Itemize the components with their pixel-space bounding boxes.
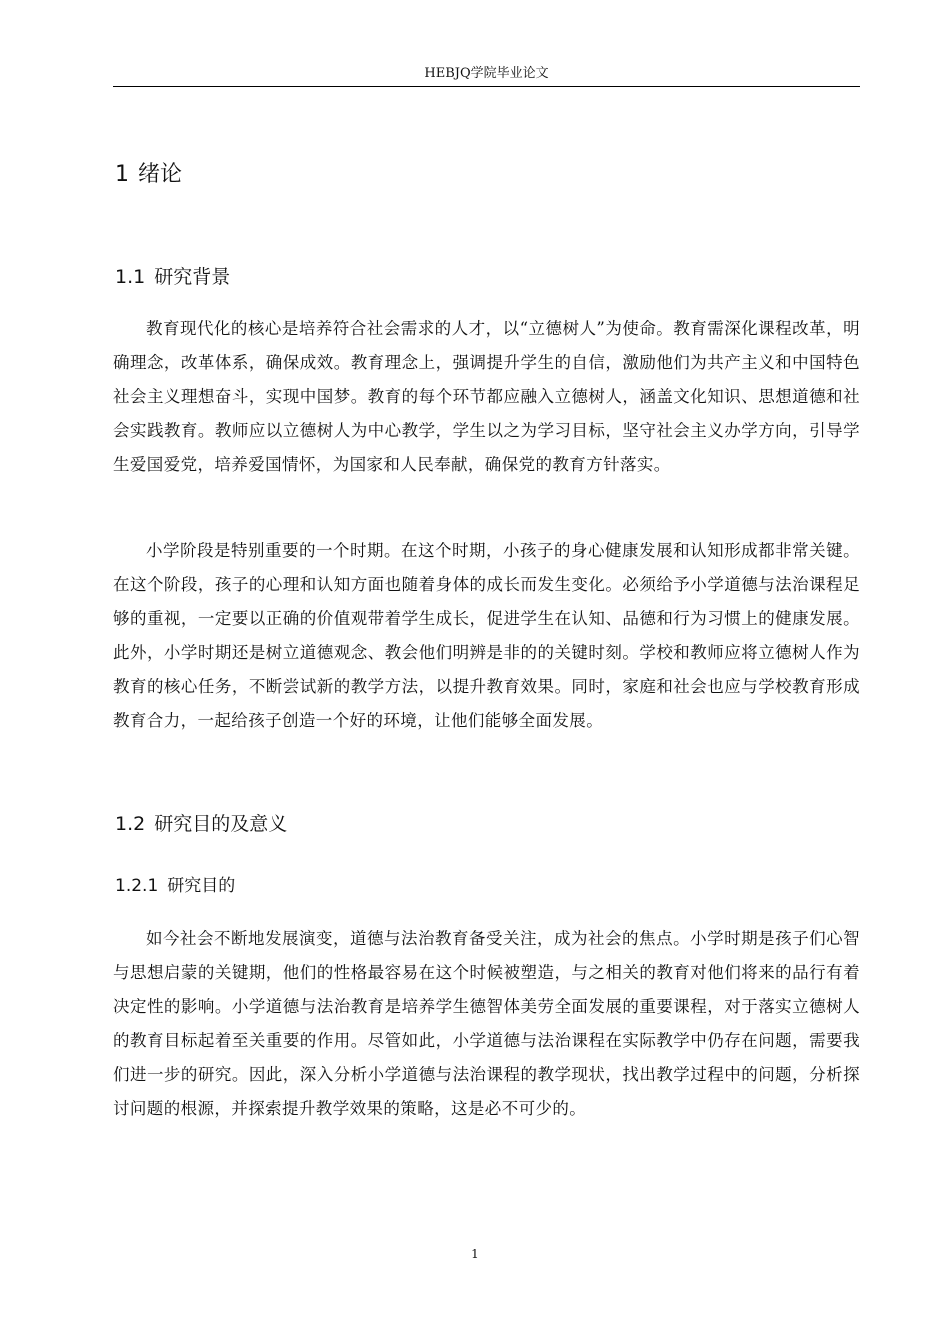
section-number: 1.2 <box>115 813 146 835</box>
subsection-number: 1.2.1 <box>115 876 159 896</box>
header-rule <box>113 86 860 87</box>
section-heading-1-2 <box>115 810 287 838</box>
subsection-title: 研究目的 <box>167 876 236 896</box>
paragraph-background-2: 小学阶段是特别重要的一个时期。在这个时期，小孩子的身心健康发展和认知形成都非常关键。在这个阶段，孩子的心理和认知方面也随着身体的成长而发生变化。必须给予小学道德与法治课程足够的重视，一定要以正确的价值观带着学生成长，促进学生在认知、品德和行为习惯上的健康发展。此外，小学时期还是树立道德观念、教会他们明辨是非的的关键时刻。学校和教师应将立德树人作为教育的核心任务，不断尝试新的教学方法，以提升教育效果。同时，家庭和社会也应与学校教育形成教育合力，一起给孩子创造一个好的环境，让他们能够全面发展。 <box>113 541 860 730</box>
subsection-heading-1-2-1 <box>115 873 235 899</box>
section-number: 1.1 <box>115 266 146 288</box>
section-title: 研究背景 <box>154 266 231 288</box>
paragraph-background-1: 教育现代化的核心是培养符合社会需求的人才，以“立德树人”为使命。教育需深化课程改革，明确理念，改革体系，确保成效。教育理念上，强调提升学生的自信，激励他们为共产主义和中国特色社会主义理想奋斗，实现中国梦。教育的每个环节都应融入立德树人，涵盖文化知识、思想道德和社会实践教育。教师应以立德树人为中心教学，学生以之为学习目标，坚守社会主义办学方向，引导学生爱国爱党，培养爱国情怀，为国家和人民奉献，确保党的教育方针落实。 <box>113 319 860 474</box>
chapter-number: 1 <box>115 162 129 187</box>
section-heading-1-1 <box>115 263 230 291</box>
section-title: 研究目的及意义 <box>154 813 288 835</box>
chapter-heading <box>115 160 182 190</box>
page-number: 1 <box>471 1247 479 1261</box>
paragraph-purpose-1: 如今社会不断地发展演变，道德与法治教育备受关注，成为社会的焦点。小学时期是孩子们心智与思想启蒙的关键期，他们的性格最容易在这个时候被塑造，与之相关的教育对他们将来的品行有着决定性的影响。小学道德与法治教育是培养学生德智体美劳全面发展的重要课程，对于落实立德树人的教育目标起着至关重要的作用。尽管如此，小学道德与法治课程在实际教学中仍存在问题，需要我们进一步的研究。因此，深入分析小学道德与法治课程的教学现状，找出教学过程中的问题，分析探讨问题的根源，并探索提升教学效果的策略，这是必不可少的。 <box>113 929 860 1118</box>
chapter-title: 绪论 <box>138 162 183 187</box>
running-header: HEBJQ学院毕业论文 <box>424 66 549 81</box>
